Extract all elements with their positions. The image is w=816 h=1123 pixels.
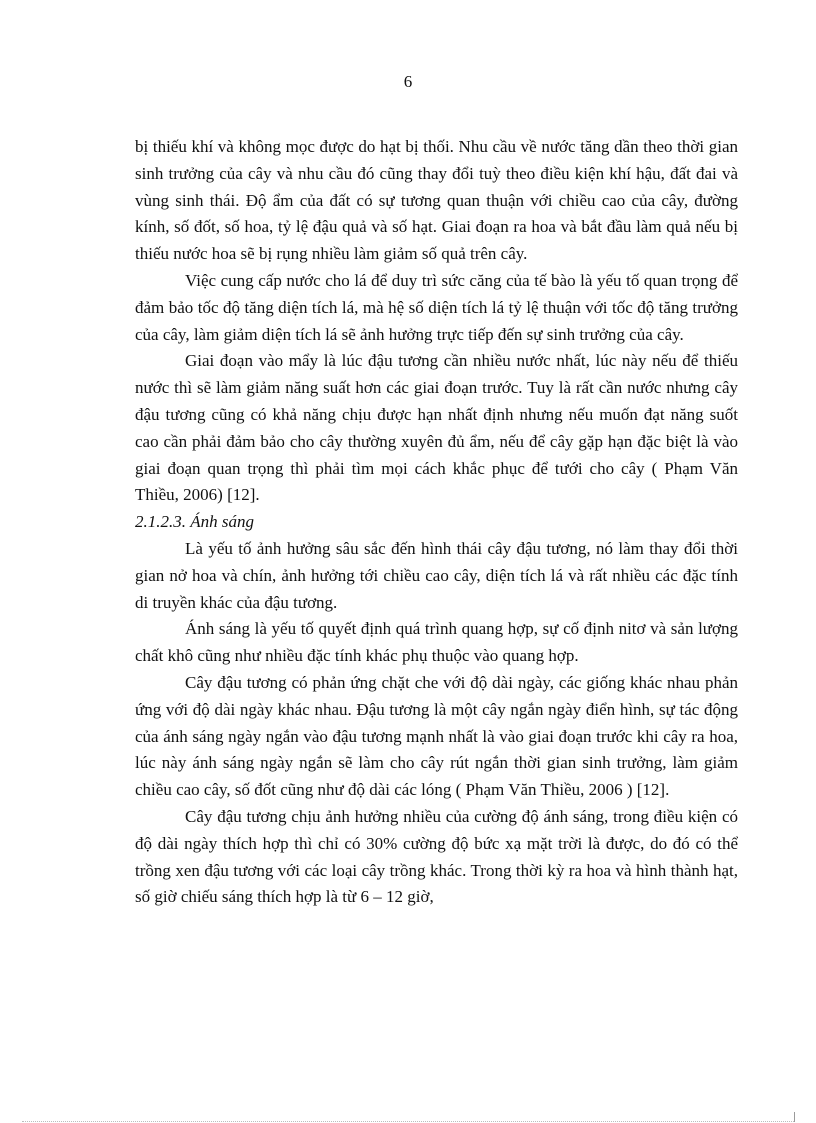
paragraph: Giai đoạn vào mẩy là lúc đậu tương cần nhiều nước nhất, lúc này nếu để thiếu nước thì sẽ làm giảm năng suất hơn các giai đoạn trước. Tuy là rất cần nước nhưng cây đậu tương cũng có khả năng chịu được hạn nhất định nhưng nếu muốn đạt năng suốt cao cần phải đảm bảo cho cây thường xuyên đủ ẩm, nếu để cây gặp hạn đặc biệt là vào giai đoạn quan trọng thì phải tìm mọi cách khắc phục để tưới cho cây ( Phạm Văn Thiều, 2006) [12]. (135, 351, 738, 505)
paragraph: Ánh sáng là yếu tố quyết định quá trình quang hợp, sự cố định nitơ và sản lượng chất khô cũng như nhiều đặc tính khác phụ thuộc vào quang hợp. (135, 619, 738, 666)
paragraph: bị thiếu khí và không mọc được do hạt bị thối. Nhu cầu về nước tăng dần theo thời gian sinh trưởng của cây và nhu cầu đó cũng thay đổi tuỳ theo điều kiện khí hậu, đất đai và vùng sinh thái. Độ ẩm của đất có sự tương quan thuận với chiều cao của cây, đường kính, số đốt, số hoa, tỷ lệ đậu quả và số hạt. Giai đoạn ra hoa và bắt đầu làm quả nếu bị thiếu nước hoa sẽ bị rụng nhiều làm giảm số quả trên cây. (135, 137, 738, 264)
section-heading: 2.1.2.3. Ánh sáng (135, 512, 254, 532)
document-body (135, 134, 738, 911)
page-bottom-rule (22, 1121, 794, 1122)
page-corner-mark (794, 1112, 795, 1122)
paragraph: Là yếu tố ảnh hưởng sâu sắc đến hình thái cây đậu tương, nó làm thay đổi thời gian nở hoa và chín, ảnh hưởng tới chiều cao cây, diện tích lá và rất nhiều các đặc tính di truyền khác của đậu tương. (135, 538, 738, 612)
paragraph: Cây đậu tương có phản ứng chặt che với độ dài ngày, các giống khác nhau phản ứng với độ dài ngày khác nhau. Đậu tương là một cây ngắn ngày điển hình, sự tác động của ánh sáng ngày ngắn vào đậu tương mạnh nhất là vào giai đoạn trước khi cây ra hoa, lúc này ánh sáng ngày ngắn sẽ làm cho cây rút ngắn thời gian sinh trưởng, làm giảm chiều cao cây, số đốt cũng như độ dài các lóng ( Phạm Văn Thiều, 2006 ) [12]. (135, 672, 738, 800)
paragraph: Việc cung cấp nước cho lá để duy trì sức căng của tế bào là yếu tố quan trọng để đảm bảo tốc độ tăng diện tích lá, mà hệ số diện tích lá tỷ lệ thuận với tốc độ tăng trưởng của cây, làm giảm diện tích lá sẽ ảnh hưởng trực tiếp đến sự sinh trưởng của cây. (135, 270, 738, 344)
page-number: 6 (403, 72, 413, 91)
paragraph: Cây đậu tương chịu ảnh hưởng nhiều của cường độ ánh sáng, trong điều kiện có độ dài ngày thích hợp thì chỉ có 30% cường độ bức xạ mặt trời là được, do đó có thể trồng xen đậu tương với các loại cây trồng khác. Trong thời kỳ ra hoa và hình thành hạt, số giờ chiếu sáng thích hợp là từ 6 – 12 giờ, (135, 806, 738, 907)
